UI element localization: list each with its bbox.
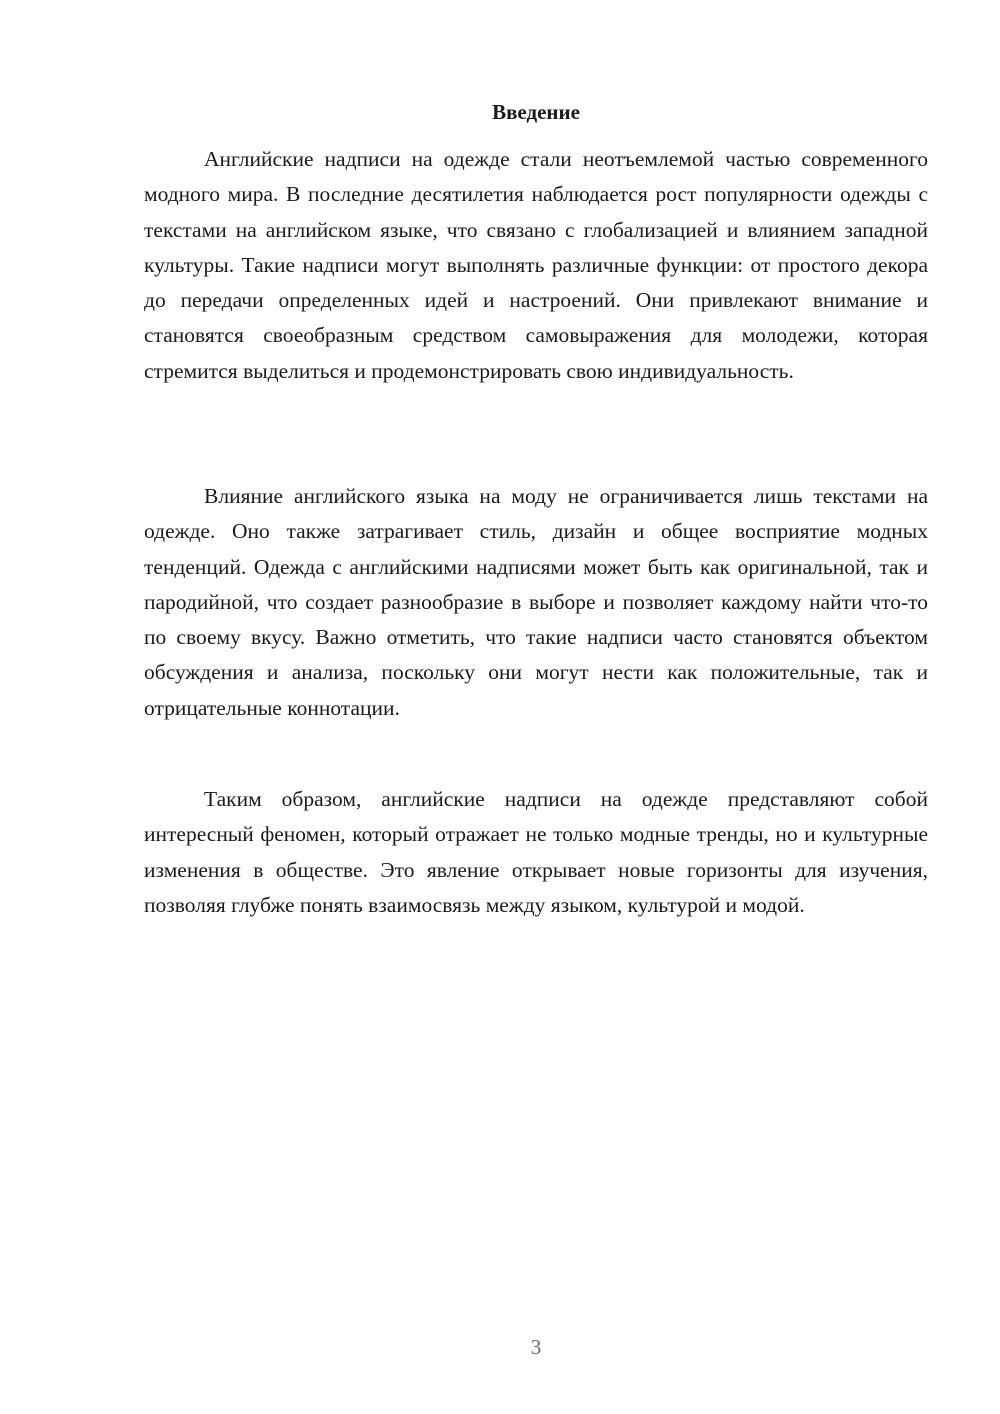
paragraph-1: Английские надписи на одежде стали неотъемлемой частью современного модного мира. В последние десятилетия наблюдается рост популярности одежды с текстами на английском языке, что связано с глобализацией и влиянием западной культуры. Такие надписи могут выполнять различные функции: от простого декора до передачи определенных идей и настроений. Они привлекают внимание и становятся своеобразным средством самовыражения для молодежи, которая стремится выделиться и продемонстрировать свою индивидуальность. (144, 147, 928, 383)
page-number: 3 (530, 1335, 542, 1359)
paragraph-3: Таким образом, английские надписи на одежде представляют собой интересный феномен, который отражает не только модные тренды, но и культурные изменения в обществе. Это явление открывает новые горизонты для изучения, позволяя глубже понять взаимосвязь между языком, культурой и модой. (144, 787, 928, 917)
section-heading: Введение (492, 100, 580, 124)
paragraph-2: Влияние английского языка на моду не ограничивается лишь текстами на одежде. Оно также затрагивает стиль, дизайн и общее восприятие модных тенденций. Одежда с английскими надписями может быть как оригинальной, так и пародийной, что создает разнообразие в выборе и позволяет каждому найти что-то по своему вкусу. Важно отметить, что такие надписи часто становятся объектом обсуждения и анализа, поскольку они могут нести как положительные, так и отрицательные коннотации. (144, 484, 928, 720)
